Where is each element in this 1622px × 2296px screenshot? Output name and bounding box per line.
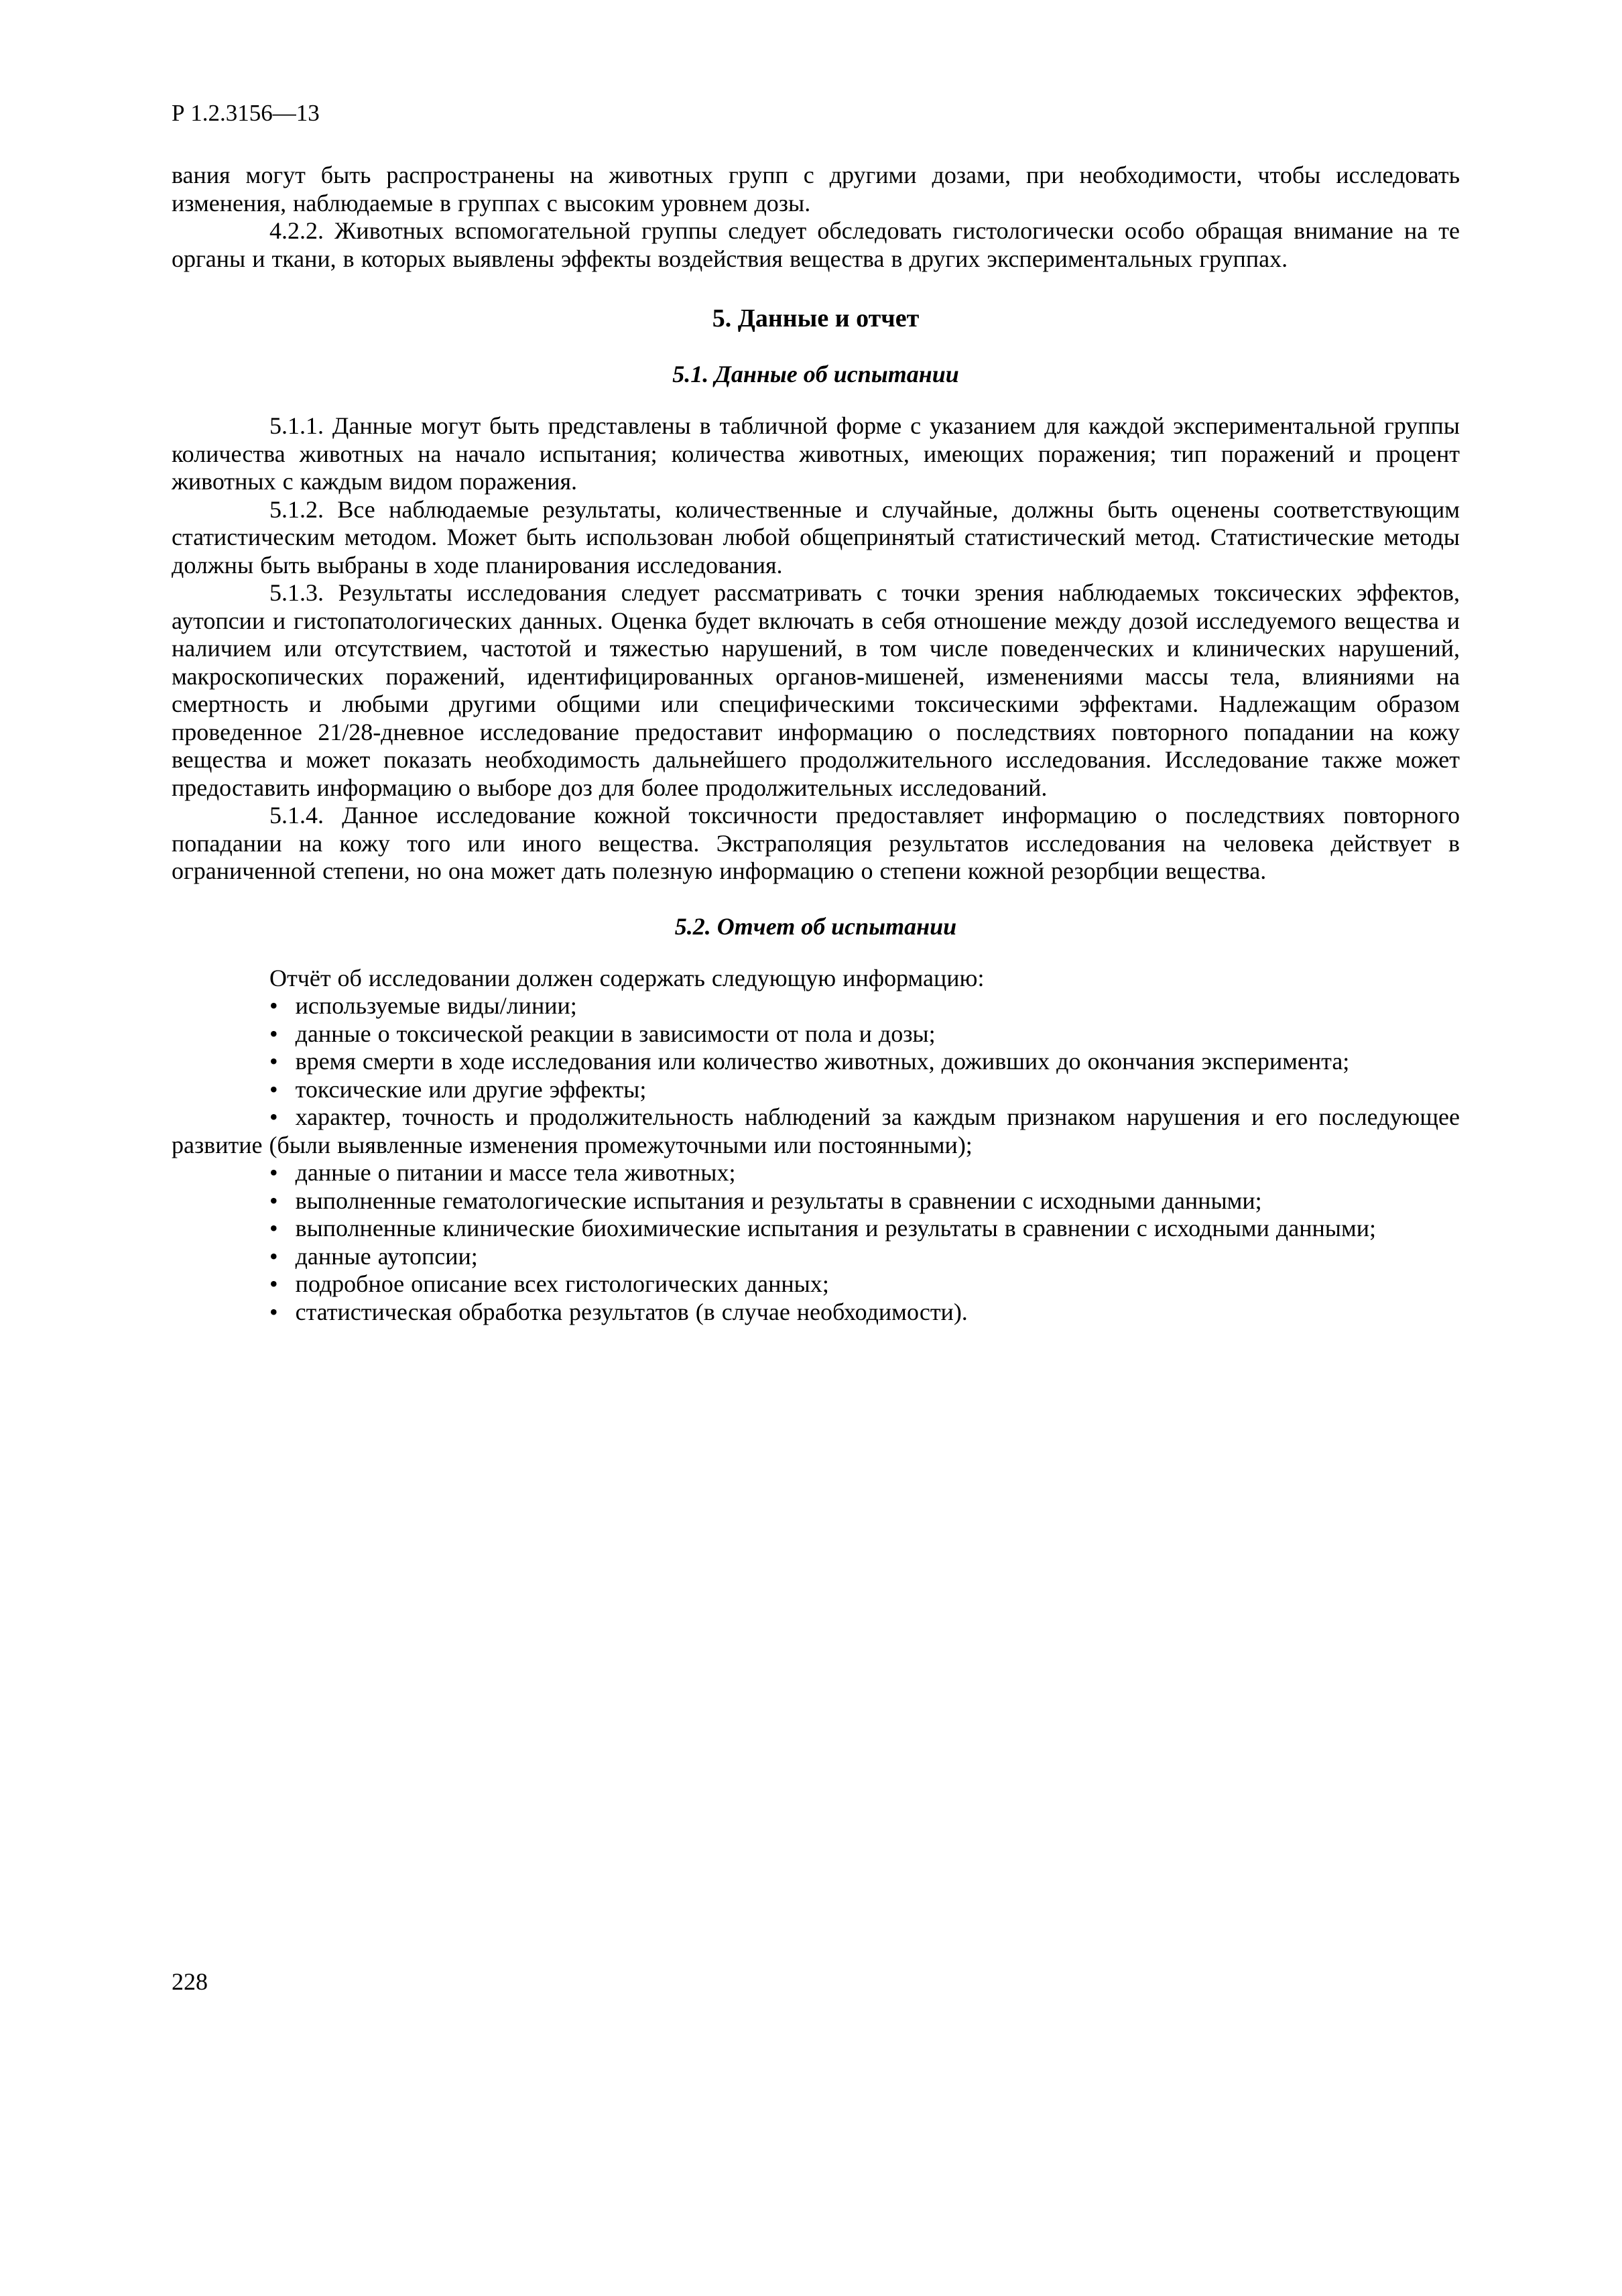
list-item-text: данные аутопсии;	[295, 1242, 478, 1270]
list-item-text: статистическая обработка результатов (в случае необходимости).	[295, 1298, 968, 1325]
bullet-icon: •	[269, 1048, 278, 1075]
list-item	[172, 1298, 1460, 1327]
bullet-icon: •	[269, 1242, 278, 1270]
list-item-text: выполненные гематологические испытания и результаты в сравнении с исходными данными;	[295, 1187, 1262, 1214]
paragraph-5-1-3: 5.1.3. Результаты исследования следует рассматривать с точки зрения наблюдаемых токсических эффектов, аутопсии и гистопатологических данных. Оценка будет включать в себя отношение между дозой исследуемого вещества и наличием или отсутствием, частотой и тяжестью нарушений, в том числе поведенческих и клинических нарушений, макроскопических поражений, идентифицированных органов-мишеней, изменениями массы тела, влияниями на смертность и любыми другими общими или специфическими токсическими эффектами. Надлежащим образом проведенное 21/28-дневное исследование предоставит информацию о последствиях повторного попадании на кожу вещества и может показать необходимость дальнейшего продолжительного исследования. Исследование также может предоставить информацию о выборе доз для более продолжительных исследований.	[172, 579, 1460, 801]
bullet-icon: •	[269, 1215, 278, 1242]
subsection-heading-5-2: 5.2. Отчет об испытании	[674, 912, 957, 940]
list-item-text: данные о токсической реакции в зависимости от пола и дозы;	[295, 1020, 936, 1047]
bullet-icon: •	[269, 1270, 278, 1297]
subsection-heading-5-1: 5.1. Данные об испытании	[672, 361, 959, 387]
paragraph-5-1-1: 5.1.1. Данные могут быть представлены в табличной форме с указанием для каждой экспериментальной группы количества животных на начало испытания; количества животных, имеющих поражения; тип поражений и процент животных с каждым видом поражения.	[172, 412, 1460, 495]
bullet-icon: •	[269, 1103, 278, 1130]
list-item-text: токсические или другие эффекты;	[295, 1075, 647, 1103]
list-item	[172, 1103, 1460, 1159]
list-item-text: используемые виды/линии;	[295, 992, 577, 1019]
bullet-icon: •	[269, 1187, 278, 1214]
list-item	[172, 1076, 1460, 1104]
list-item-text: время смерти в ходе исследования или количество животных, доживших до окончания эксперимента;	[295, 1048, 1350, 1075]
page-content	[172, 99, 1460, 1326]
list-item-text: подробное описание всех гистологических данных;	[295, 1270, 829, 1297]
paragraph-continuation: вания могут быть распространены на животных групп с другими дозами, при необходимости, чтобы исследовать изменения, наблюдаемые в группах с высоким уровнем дозы.	[172, 162, 1460, 217]
paragraph-4-2-2: 4.2.2. Животных вспомогательной группы следует обследовать гистологически особо обращая внимание на те органы и ткани, в которых выявлены эффекты воздействия вещества в других экспериментальных группах.	[172, 217, 1460, 272]
section-heading-5: 5. Данные и отчет	[712, 304, 920, 333]
list-item-text: выполненные клинические биохимические испытания и результаты в сравнении с исходными данными;	[295, 1215, 1376, 1242]
list-item	[172, 1159, 1460, 1187]
list-item	[172, 1243, 1460, 1271]
bullet-icon: •	[269, 1075, 278, 1103]
document-code-header: Р 1.2.3156—13	[172, 100, 320, 126]
bullet-icon: •	[269, 992, 278, 1019]
list-item-text: данные о питании и массе тела животных;	[295, 1159, 736, 1186]
list-item	[172, 1270, 1460, 1298]
list-item	[172, 1048, 1460, 1076]
bullet-icon: •	[269, 1298, 278, 1325]
list-item	[172, 992, 1460, 1020]
list-item	[172, 1020, 1460, 1048]
paragraph-5-1-2: 5.1.2. Все наблюдаемые результаты, количественные и случайные, должны быть оценены соответствующим статистическим методом. Может быть использован любой общепринятый статистический метод. Статистические методы должны быть выбраны в ходе планирования исследования.	[172, 495, 1460, 579]
list-item	[172, 1187, 1460, 1215]
page-number: 228	[172, 1968, 208, 1995]
bullet-icon: •	[269, 1020, 278, 1047]
bullet-icon: •	[269, 1159, 278, 1186]
list-item	[172, 1215, 1460, 1243]
paragraph-5-1-4: 5.1.4. Данное исследование кожной токсичности предоставляет информацию о последствиях повторного попадании на кожу того или иного вещества. Экстраполяция результатов исследования на человека действует в ограниченной степени, но она может дать полезную информацию о степени кожной резорбции вещества.	[172, 802, 1460, 884]
list-item-text: характер, точность и продолжительность наблюдений за каждым признаком нарушения и его последующее развитие (были выявленные изменения промежуточными или постоянными);	[172, 1103, 1460, 1158]
paragraph-report-intro: Отчёт об исследовании должен содержать следующую информацию:	[269, 964, 985, 991]
